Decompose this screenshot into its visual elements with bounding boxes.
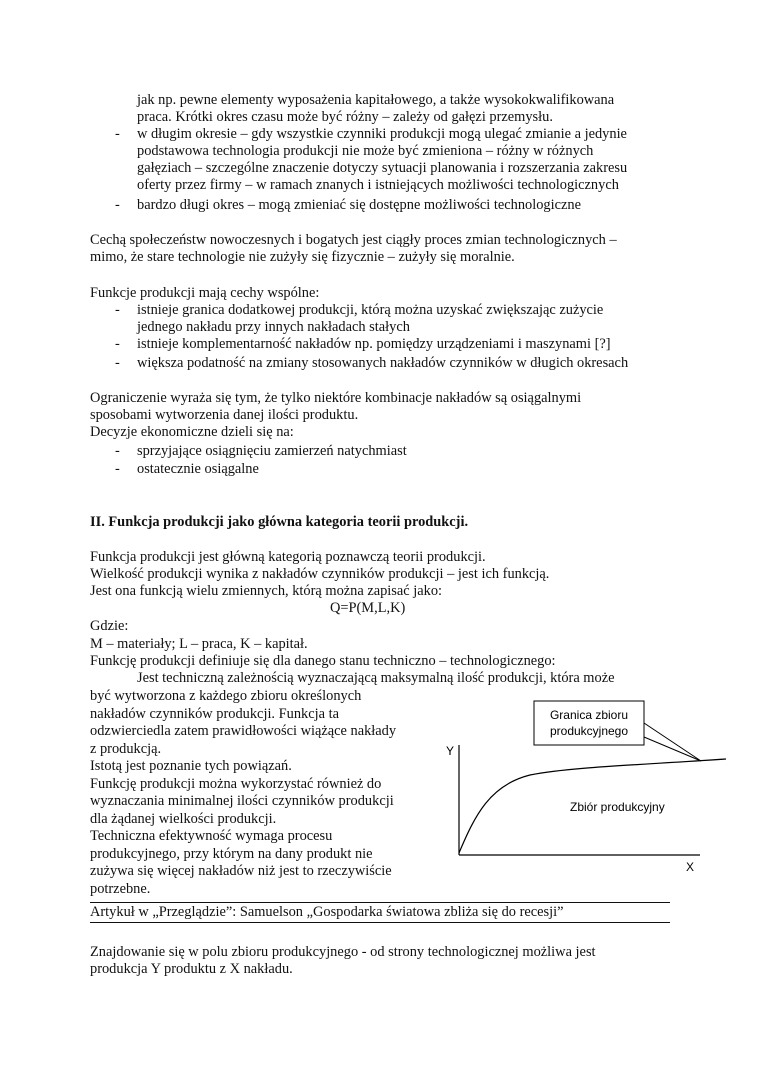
- callout-text: Granica zbioru: [549, 708, 629, 722]
- bullet-dash: -: [115, 355, 120, 371]
- bullet-line: oferty przez firmy – w ramach znanych i istniejących możliwości technologicznych: [137, 177, 619, 193]
- bullet-dash: -: [115, 302, 120, 318]
- definition-indent: Jest techniczną zależnością wyznaczającą maksymalną ilość produkcji, która może: [137, 670, 615, 686]
- bullet-line: większa podatność na zmiany stosowanych nakładów czynników w długich okresach: [137, 355, 629, 371]
- bullet-line: sprzyjające osiągnięciu zamierzeń natychmiast: [137, 443, 407, 459]
- column-line: nakładów czynników produkcji. Funkcja ta: [90, 706, 339, 722]
- section-title: II. Funkcja produkcji jako główna kategoria teorii produkcji.: [90, 514, 469, 530]
- bullet-line: jednego nakładu przy innych nakładach stałych: [137, 319, 410, 335]
- intro-line: praca. Krótki okres czasu może być różny – zależy od gałęzi przemysłu.: [137, 109, 553, 125]
- callout-text: produkcyjnego: [549, 724, 629, 738]
- paragraph-heading: Funkcje produkcji mają cechy wspólne:: [90, 285, 320, 301]
- bullet-dash: -: [115, 197, 120, 213]
- section-line: Funkcja produkcji jest główną kategorią poznawczą teorii produkcji.: [90, 549, 486, 565]
- column-line: wyznaczania minimalnej ilości czynników produkcji: [90, 793, 394, 809]
- divider-bottom: [90, 922, 670, 923]
- column-line: zużywa się więcej nakładów niż jest to rzeczywiście: [90, 863, 392, 879]
- closing-line: produkcja Y produktu z X nakładu.: [90, 961, 293, 977]
- column-line: być wytworzona z każdego zbioru określonych: [90, 688, 362, 704]
- legend-line: M – materiały; L – praca, K – kapitał.: [90, 636, 308, 652]
- column-line: potrzebne.: [90, 881, 151, 897]
- bullet-line: bardzo długi okres – mogą zmieniać się dostępne możliwości technologiczne: [137, 197, 581, 213]
- paragraph-line: Ograniczenie wyraża się tym, że tylko niektóre kombinacje nakładów są osiągalnymi: [90, 390, 582, 406]
- column-line: produkcyjnego, przy którym na dany produkt nie: [90, 846, 373, 862]
- column-line: Funkcję produkcji można wykorzystać również do: [90, 776, 382, 792]
- callout-pointer: [644, 737, 701, 761]
- column-line: Istotą jest poznanie tych powiązań.: [90, 758, 292, 774]
- column-line: z produkcją.: [90, 741, 162, 757]
- callout-pointer: [644, 723, 701, 761]
- section-line: Wielkość produkcji wynika z nakładów czynników produkcji – jest ich funkcją.: [90, 566, 550, 582]
- paragraph-line: mimo, że stare technologie nie zużyły się fizycznie – zużyły się moralnie.: [90, 249, 515, 265]
- intro-line: jak np. pewne elementy wyposażenia kapitałowego, a także wysokokwalifikowana: [137, 92, 615, 108]
- paragraph-line: Decyzje ekonomiczne dzieli się na:: [90, 424, 294, 440]
- production-set-diagram: [420, 695, 740, 885]
- column-line: odzwierciedla zatem prawidłowości wiążące nakłady: [90, 723, 397, 739]
- divider-top: [90, 902, 670, 903]
- region-label: Zbiór produkcyjny: [570, 800, 665, 814]
- bullet-line: gałęziach – szczególne znaczenie dotyczy sytuacji planowania i rozszerzania zakresu: [137, 160, 628, 176]
- x-axis-label: X: [686, 860, 695, 874]
- column-line: dla żądanej wielkości produkcji.: [90, 811, 277, 827]
- bullet-line: ostatecznie osiągalne: [137, 461, 259, 477]
- bullet-line: podstawowa technologia produkcji nie może być zmieniona – różny w różnych: [137, 143, 594, 159]
- paragraph-line: sposobami wytworzenia danej ilości produktu.: [90, 407, 359, 423]
- bullet-dash: -: [115, 336, 120, 352]
- y-axis-label: Y: [446, 744, 455, 758]
- bullet-line: w długim okresie – gdy wszystkie czynniki produkcji mogą ulegać zmianie a jedynie: [137, 126, 627, 142]
- bullet-dash: -: [115, 126, 120, 142]
- article-note: Artykuł w „Przeglądzie”: Samuelson „Gospodarka światowa zbliża się do recesji”: [90, 904, 564, 920]
- where-label: Gdzie:: [90, 618, 129, 634]
- formula: Q=P(M,L,K): [330, 600, 406, 616]
- closing-line: Znajdowanie się w polu zbioru produkcyjnego - od strony technologicznej możliwa jest: [90, 944, 596, 960]
- bullet-dash: -: [115, 443, 120, 459]
- definition-line: Funkcję produkcji definiuje się dla danego stanu techniczno – technologicznego:: [90, 653, 556, 669]
- bullet-dash: -: [115, 461, 120, 477]
- bullet-line: istnieje granica dodatkowej produkcji, którą można uzyskać zwiększając zużycie: [137, 302, 604, 318]
- paragraph-line: Cechą społeczeństw nowoczesnych i bogatych jest ciągły proces zmian technologicznych –: [90, 232, 617, 248]
- column-line: Techniczna efektywność wymaga procesu: [90, 828, 333, 844]
- section-line: Jest ona funkcją wielu zmiennych, którą można zapisać jako:: [90, 583, 443, 599]
- bullet-line: istnieje komplementarność nakładów np. pomiędzy urządzeniami i maszynami [?]: [137, 336, 611, 352]
